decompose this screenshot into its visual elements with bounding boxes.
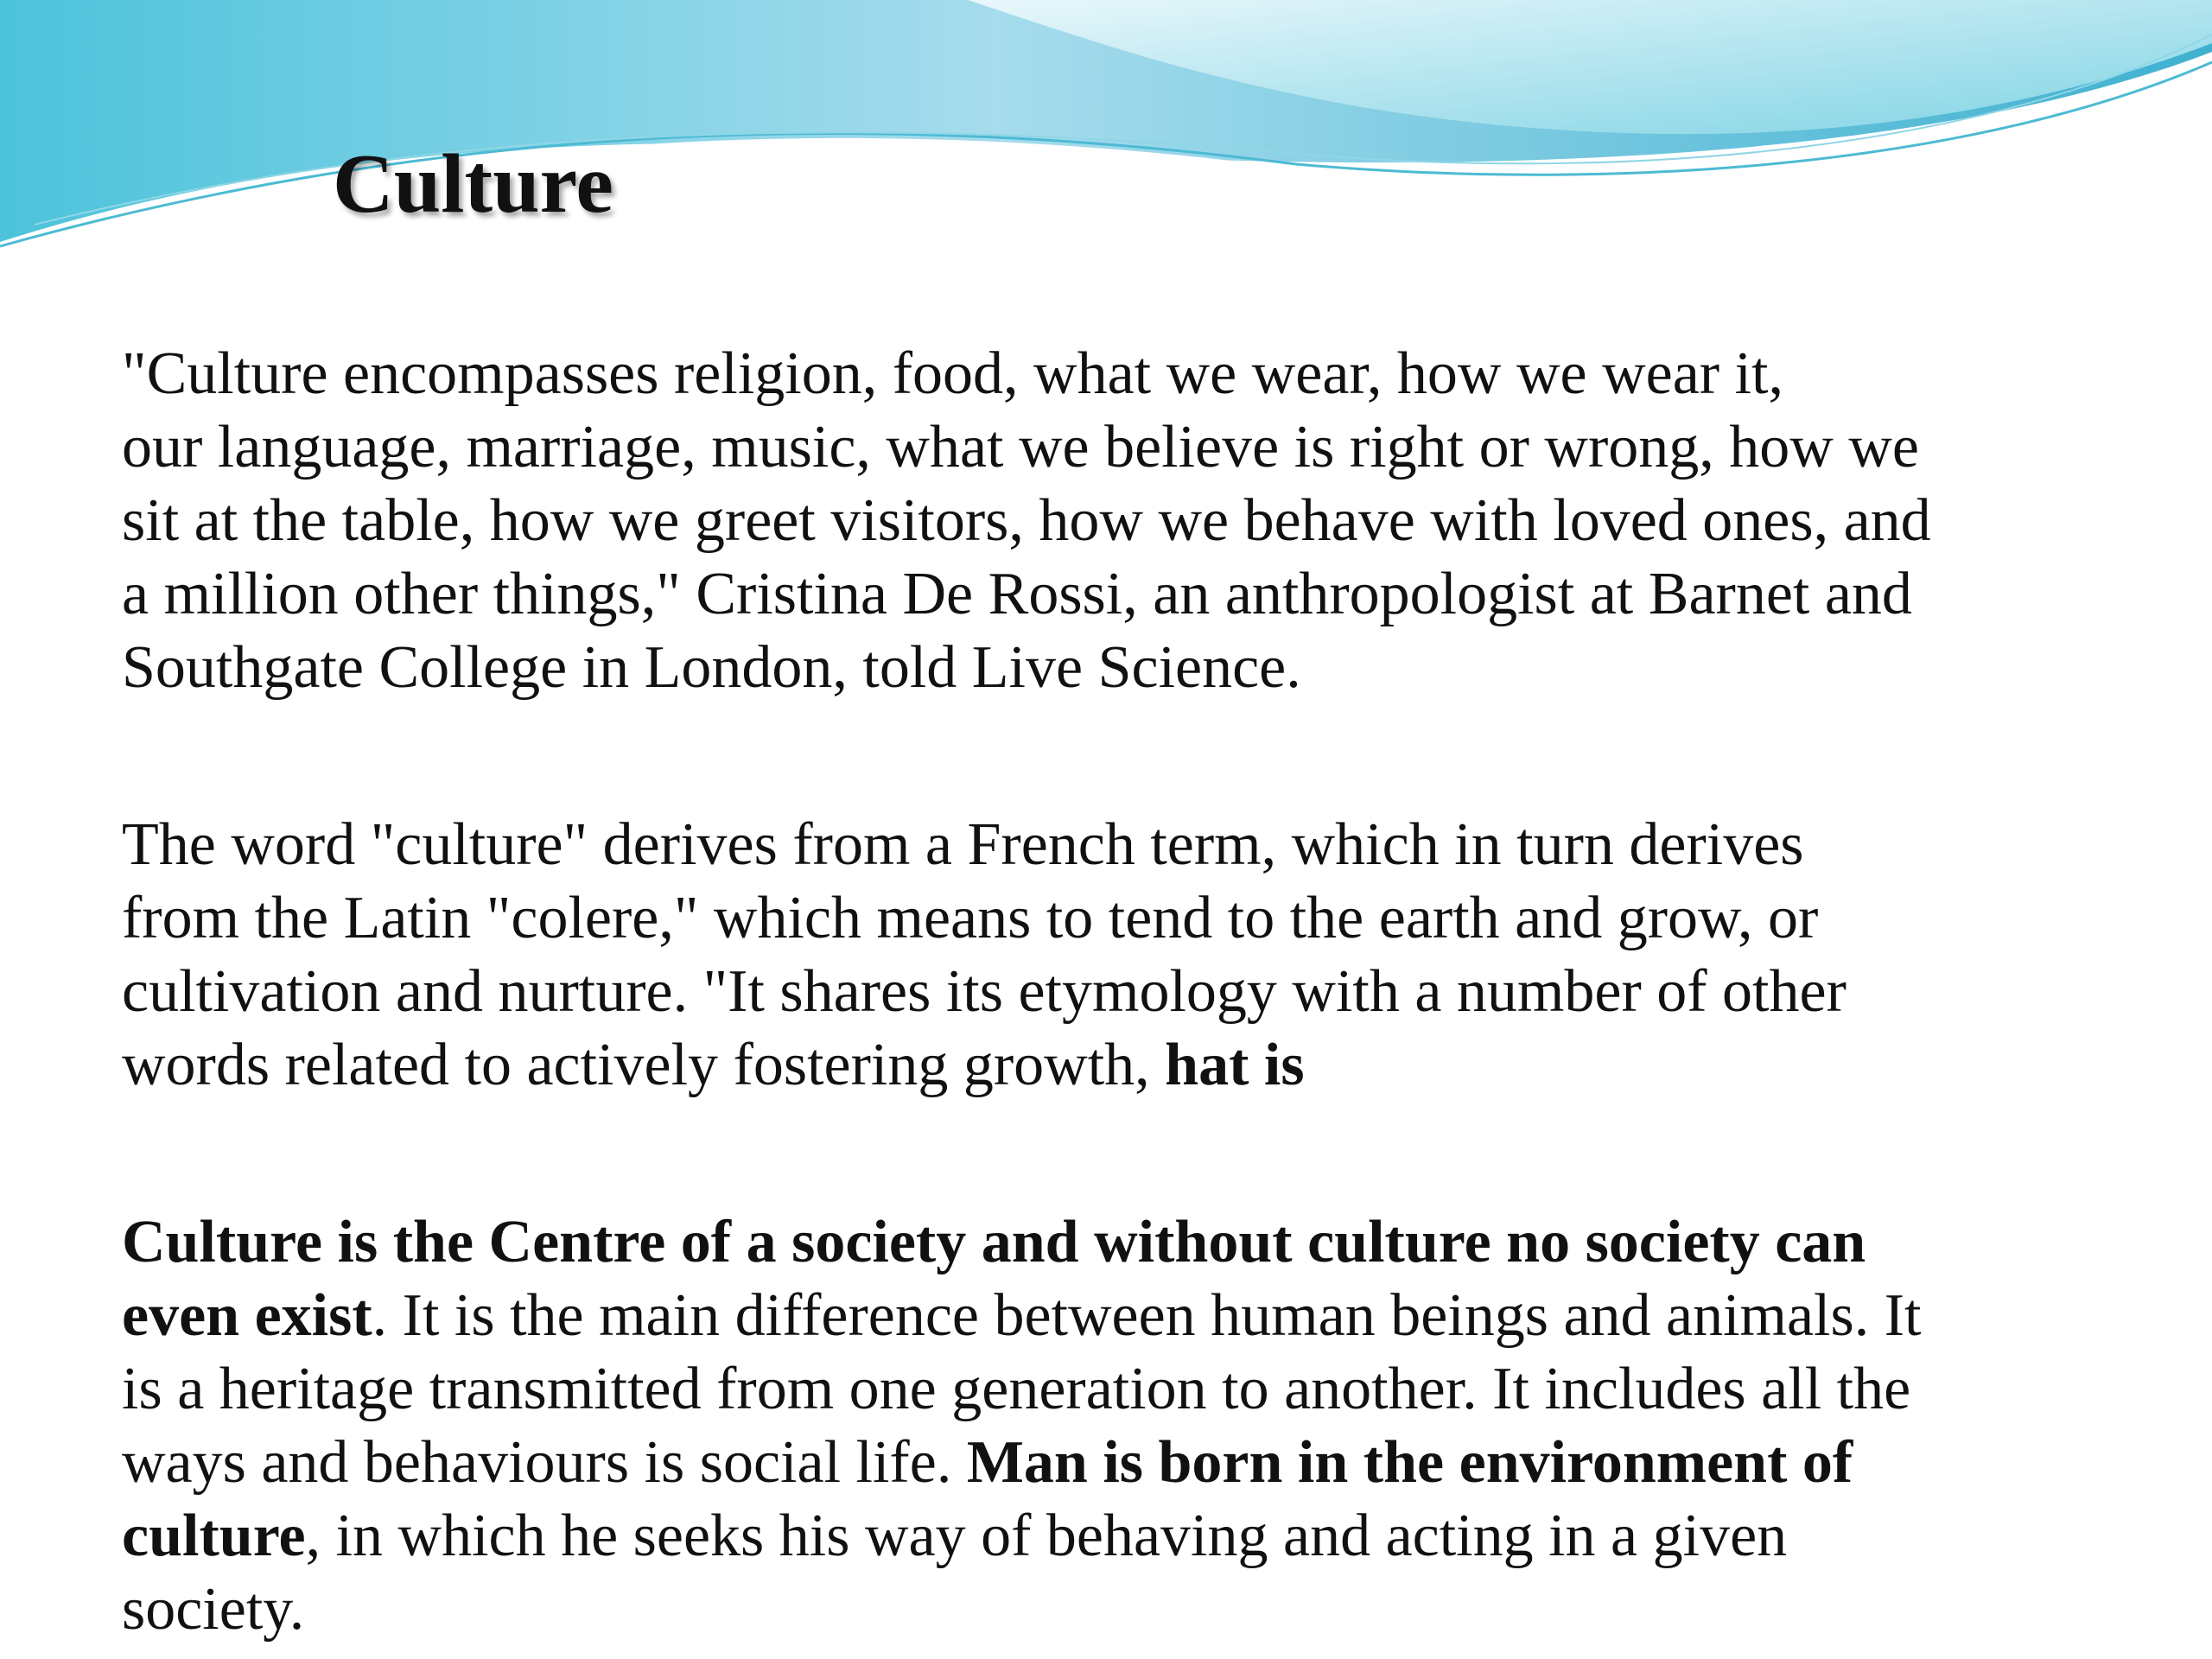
p1-line1: "Culture encompasses religion, food, what we wear, how we wear it, [122,340,1783,407]
p2-line4-bold: hat is [1165,1032,1305,1098]
p3-text2-line4: ways and behaviours is social life. [122,1429,967,1496]
p3-bold1-line1: Culture is the Centre of a society and without culture no society can [122,1209,1866,1275]
p3-text1-line2: . It is the main difference between human beings and animals. It [372,1282,1922,1349]
paragraph-centre-of-society [122,1205,2178,1646]
p2-line4: words related to actively fostering growth, [122,1032,1166,1098]
p3-bold2-line5: culture [122,1503,306,1569]
p2-line3: cultivation and nurture. "It shares its etymology with a number of other [122,958,1847,1025]
header-wave-decoration [0,0,2212,259]
p1-line4: a million other things," Cristina De Rossi, an anthropologist at Barnet and [122,561,1912,627]
p2-line1: The word "culture" derives from a French term, which in turn derives [122,811,1804,878]
p1-line5: Southgate College in London, told Live Science. [122,634,1301,701]
p1-line3: sit at the table, how we greet visitors, how we behave with loved ones, and [122,487,1931,554]
paragraph-definition [122,337,2178,704]
p3-text3-line5: , in which he seeks his way of behaving and acting in a given [305,1503,1788,1569]
p3-line3: is a heritage transmitted from one generation to another. It includes all the [122,1356,1911,1422]
paragraph-etymology [122,808,2178,1102]
p3-line6: society. [122,1576,305,1643]
p3-bold1-line2: even exist [122,1282,372,1349]
p2-line2: from the Latin "colere," which means to tend to the earth and grow, or [122,885,1819,951]
slide-title: Culture [333,137,613,231]
p1-line2: our language, marriage, music, what we believe is right or wrong, how we [122,414,1919,480]
p3-bold2-line4: Man is born in the environment of [966,1429,1853,1496]
